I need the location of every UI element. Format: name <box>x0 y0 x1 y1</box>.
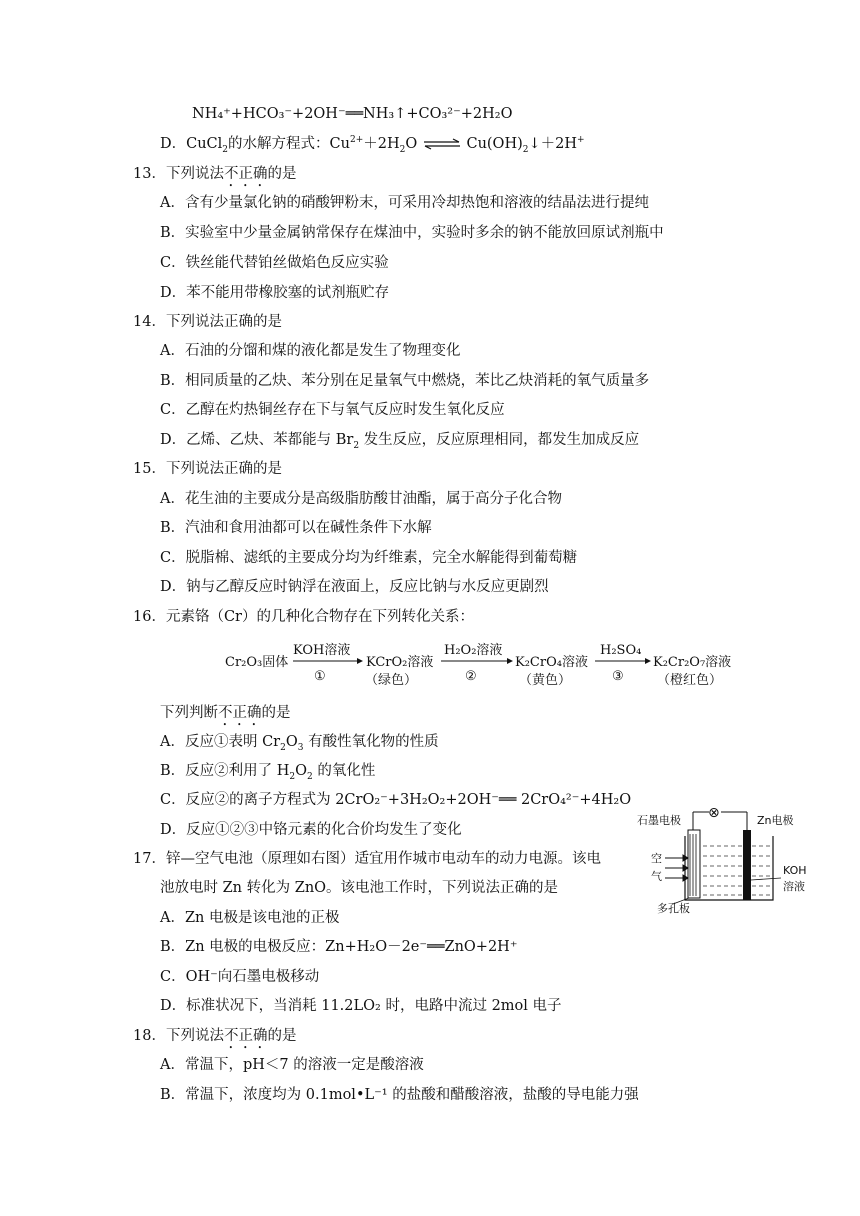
porous-plate-label: 多孔板 <box>657 902 690 915</box>
question-13 <box>133 164 296 190</box>
scheme-step-2: ② <box>465 669 477 684</box>
q16-option-b <box>160 761 375 781</box>
subscript: 2 <box>522 144 529 155</box>
question-text: 下列判断 <box>160 705 218 721</box>
scheme-step-1: ① <box>314 669 326 684</box>
emphasis-text: 不正确 <box>223 166 268 182</box>
equation-line <box>192 104 513 124</box>
q14-option-a: A．石油的分馏和煤的液化都是发生了物理变化 <box>160 343 461 359</box>
q18-option-a: A．常温下，pH＜7 的溶液一定是酸溶液 <box>160 1057 424 1073</box>
option-text: 的水解方程式：Cu <box>228 136 350 152</box>
superscript: + <box>577 135 585 146</box>
solution-label: 溶液 <box>783 880 805 893</box>
option-text: O <box>285 734 298 750</box>
subscript: 2 <box>280 742 286 753</box>
question-15: 15．下列说法正确的是 <box>133 461 282 477</box>
option-text: 有酸性氧化物的性质 <box>303 734 439 750</box>
q15-option-d: D．钠与乙醇反应时钠浮在液面上，反应比钠与水反应更剧烈 <box>160 579 549 595</box>
option-text: O <box>405 136 418 152</box>
zinc-air-cell-diagram <box>633 800 813 918</box>
subscript: 2 <box>353 440 360 451</box>
q13-option-a: A．含有少量氯化钠的硝酸钾粉末，可采用冷却热饱和溶液的结晶法进行提纯 <box>160 195 649 211</box>
option-text: B．反应②利用了 H <box>160 763 290 779</box>
q15-option-b: B．汽油和食用油都可以在碱性条件下水解 <box>160 520 432 536</box>
air-label-2: 气 <box>651 870 662 883</box>
subscript: 3 <box>297 742 304 753</box>
option-text: D．乙烯、乙炔、苯都能与 Br <box>160 432 354 448</box>
q14-option-d <box>160 430 639 450</box>
scheme-reagent-1: KOH溶液 <box>293 643 351 658</box>
q13-option-b: B．实验室中少量金属钠常保存在煤油中，实验时多余的钠不能放回原试剂瓶中 <box>160 225 664 241</box>
q17-option-c: C．OH⁻向石墨电极移动 <box>160 969 320 985</box>
q16-subquestion <box>160 703 291 729</box>
question-text: 的是 <box>261 705 291 721</box>
subscript: 2 <box>399 144 406 155</box>
q17-option-d: D．标准状况下，当消耗 11.2LO₂ 时，电路中流过 2mol 电子 <box>160 998 562 1014</box>
superscript: 2+ <box>349 135 364 146</box>
scheme-step-3: ③ <box>612 669 624 684</box>
scheme-color-2: （绿色） <box>365 673 418 688</box>
zn-electrode-label: Zn电极 <box>757 814 794 827</box>
equilibrium-arrow-icon <box>422 138 462 150</box>
q15-option-a: A．花生油的主要成分是高级脂肪酸甘油酯，属于高分子化合物 <box>160 491 562 507</box>
q13-option-d: D．苯不能用带橡胶塞的试剂瓶贮存 <box>160 285 390 301</box>
chromium-conversion-scheme <box>225 640 735 696</box>
q15-option-c: C．脱脂棉、滤纸的主要成分均为纤维素，完全水解能得到葡萄糖 <box>160 550 578 566</box>
emphasis-text: 不正确 <box>223 1028 268 1044</box>
scheme-species-3: K₂CrO₄溶液 <box>515 655 588 670</box>
option-text: ＋2H <box>363 136 400 152</box>
q17-option-a: A．Zn 电极是该电池的正极 <box>160 910 340 926</box>
scheme-species-4: K₂Cr₂O₇溶液 <box>653 655 732 670</box>
scheme-color-3: （黄色） <box>519 673 572 688</box>
q18-option-b: B．常温下，浓度均为 0.1mol•L⁻¹ 的盐酸和醋酸溶液，盐酸的导电能力强 <box>160 1087 639 1103</box>
q16-option-a <box>160 732 439 752</box>
option-text: Cu(OH) <box>466 136 523 152</box>
q14-option-b: B．相同质量的乙炔、苯分别在足量氧气中燃烧，苯比乙炔消耗的氧气质量多 <box>160 373 650 389</box>
scheme-species-2: KCrO₂溶液 <box>366 655 434 670</box>
option-text: 发生反应，反应原理相同，都发生加成反应 <box>359 432 640 448</box>
q16-option-c: C．反应②的离子方程式为 2CrO₂⁻+3H₂O₂+2OH⁻══ 2CrO₄²⁻+4H₂O <box>160 792 632 808</box>
q13-option-c: C．铁丝能代替铂丝做焰色反应实验 <box>160 255 389 271</box>
subscript: 2 <box>289 771 296 782</box>
option-text: ↓＋2H <box>528 136 578 152</box>
scheme-reagent-2: H₂O₂溶液 <box>444 643 503 658</box>
q14-option-c: C．乙醇在灼热铜丝存在下与氧气反应时发生氧化反应 <box>160 402 505 418</box>
subscript: 2 <box>222 144 229 155</box>
q16-option-d: D．反应①②③中铬元素的化合价均发生了变化 <box>160 822 462 838</box>
scheme-reagent-3: H₂SO₄ <box>600 643 642 658</box>
subscript: 2 <box>307 771 313 782</box>
scheme-species-1: Cr₂O₃固体 <box>225 655 289 670</box>
question-16: 16．元素铬（Cr）的几种化合物存在下列转化关系： <box>133 609 474 625</box>
question-17-line-1: 17．锌—空气电池（原理如右图）适宜用作城市电动车的动力电源。该电 <box>133 851 601 867</box>
graphite-electrode-label: 石墨电极 <box>637 814 681 827</box>
scheme-color-4: （橙红色） <box>657 673 723 688</box>
koh-label: KOH <box>783 864 807 877</box>
question-text: 18．下列说法 <box>133 1028 224 1044</box>
option-text: O <box>295 763 308 779</box>
emphasis-text: 不正确 <box>218 705 262 721</box>
question-14: 14．下列说法正确的是 <box>133 314 282 330</box>
equation-text: NH₄⁺+HCO₃⁻+2OH⁻══NH₃↑+CO₃²⁻+2H₂O <box>192 106 513 122</box>
question-17-line-2: 池放电时 Zn 转化为 ZnO。该电池工作时，下列说法正确的是 <box>160 880 559 896</box>
question-text: 的是 <box>267 166 297 182</box>
meter-icon: ⊗ <box>708 805 720 821</box>
q12-option-d <box>160 134 585 154</box>
option-text: A．反应①表明 Cr <box>160 734 281 750</box>
option-text: 的氧化性 <box>312 763 376 779</box>
air-label-1: 空 <box>651 852 662 865</box>
question-text: 的是 <box>267 1028 297 1044</box>
question-text: 13．下列说法 <box>133 166 224 182</box>
q17-option-b: B．Zn 电极的电极反应：Zn+H₂O－2e⁻══ZnO+2H⁺ <box>160 939 518 955</box>
question-18 <box>133 1026 296 1052</box>
option-text: D．CuCl <box>160 136 223 152</box>
